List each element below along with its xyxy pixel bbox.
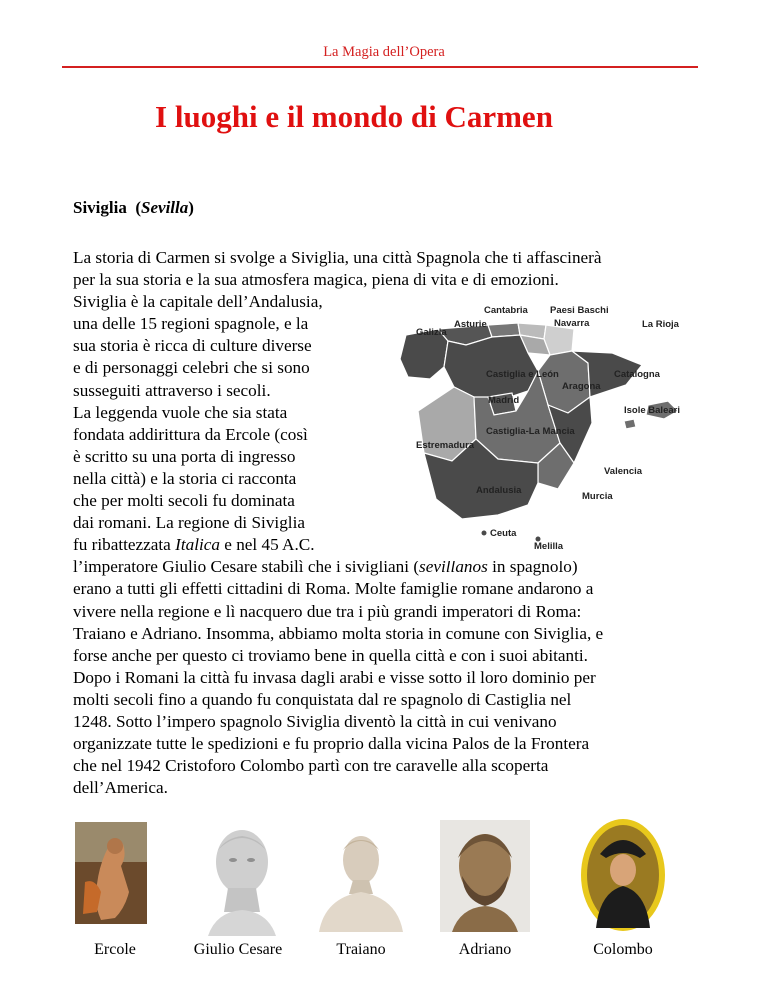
text-line: è scritto su una porta di ingresso	[73, 446, 296, 466]
text-line: susseguiti attraverso i secoli.	[73, 380, 271, 400]
label-ceuta: Ceuta	[490, 528, 517, 539]
text-line: vivere nella regione e lì nacquero due tra i più grandi imperatori di Roma:	[73, 601, 582, 621]
text-line: Traiano e Adriano. Insomma, abbiamo molta storia in comune con Siviglia, e	[73, 623, 604, 643]
section-heading: Siviglia (Sevilla)	[73, 198, 194, 217]
label-estremadura: Estremadura	[416, 440, 475, 451]
label-castiglia-leon: Castiglia e León	[486, 369, 559, 380]
text-line: 1248. Sotto l’impero spagnolo Siviglia diventò la città in cui venivano	[73, 711, 557, 731]
caption-adriano: Adriano	[458, 941, 512, 958]
traiano-bust	[317, 828, 405, 932]
label-melilla: Melilla	[534, 541, 564, 552]
header-rule	[62, 66, 698, 68]
label-andalusia: Andalusia	[476, 485, 522, 496]
sevillanos-term: sevillanos	[419, 557, 488, 577]
running-header: La Magia dell’Opera	[323, 44, 445, 60]
label-paesi-baschi: Paesi Baschi	[550, 305, 609, 316]
text-line: per la sua storia e la sua atmosfera magica, piena di vita e di emozioni.	[73, 270, 559, 290]
caption-ercole: Ercole	[94, 941, 136, 958]
text-line: nella città) e la storia ci racconta	[73, 468, 297, 488]
text-line: La leggenda vuole che sia stata	[73, 402, 288, 422]
text-line: erano a tutti gli effetti cittadini di Roma. Molte famiglie romane andarono a	[73, 579, 594, 599]
text-line: Siviglia è la capitale dell’Andalusia,	[73, 292, 323, 312]
label-aragona: Aragona	[562, 381, 601, 392]
text-line: che per molti secoli fu dominata	[73, 491, 295, 511]
section-name-es: Sevilla	[141, 198, 189, 217]
label-navarra: Navarra	[554, 318, 590, 329]
ceuta-dot	[482, 531, 487, 536]
caption-giulio-cesare: Giulio Cesare	[193, 941, 283, 958]
text-line: dell’America.	[73, 778, 168, 798]
caption-traiano: Traiano	[336, 941, 386, 958]
label-catalogna: Catalogna	[614, 369, 660, 380]
label-la-rioja: La Rioja	[642, 319, 679, 330]
label-asturie: Asturie	[454, 319, 487, 330]
page-title: I luoghi e il mondo di Carmen	[155, 99, 553, 134]
label-cantabria: Cantabria	[484, 305, 528, 316]
text-line: dai romani. La regione di Siviglia	[73, 513, 305, 533]
giulio-cesare-bust	[198, 820, 282, 936]
colombo-portrait	[580, 818, 666, 932]
section-name: Siviglia	[73, 198, 127, 217]
label-isole-baleari: Isole Baleari	[624, 405, 680, 416]
ercole-portrait	[75, 822, 147, 924]
text-line: La storia di Carmen si svolge a Siviglia, una città Spagnola che ti affascinerà	[73, 248, 602, 267]
text-fragment: e nel 45 A.C.	[219, 535, 315, 555]
italica-term: Italica	[175, 535, 220, 555]
label-valencia: Valencia	[604, 466, 643, 477]
spain-regions-map	[378, 293, 708, 561]
text-line: organizzate tutte le spedizioni e fu proprio dalla vicina Palos de la Frontera	[73, 734, 590, 754]
text-fragment: l’imperatore Giulio Cesare stabilì che i sivigliani (	[73, 557, 420, 577]
text-line: una delle 15 regioni spagnole, e la	[73, 314, 309, 334]
text-line: che nel 1942 Cristoforo Colombo partì con tre caravelle alla scoperta	[73, 756, 549, 776]
caption-colombo: Colombo	[593, 941, 653, 958]
text-line: forse anche per questo ci troviamo bene in quella città e con i suoi abitanti.	[73, 645, 588, 665]
text-line: sua storia è ricca di culture diverse	[73, 336, 312, 356]
label-castiglia-mancia: Castiglia-La Mancia	[486, 426, 575, 437]
adriano-bust	[440, 820, 530, 932]
text-line: Dopo i Romani la città fu invasa dagli arabi e visse sotto il loro dominio per	[73, 667, 596, 687]
region-isole-baleari-minor	[624, 419, 636, 429]
label-murcia: Murcia	[582, 491, 613, 502]
text-line: molti secoli fino a quando fu conquistata dal re spagnolo di Castiglia nel	[73, 689, 572, 709]
text-line: fondata addirittura da Ercole (così	[73, 424, 308, 444]
label-madrid: Madrid	[488, 395, 520, 406]
text-fragment: in spagnolo)	[487, 557, 578, 577]
text-line: e di personaggi celebri che si sono	[73, 358, 310, 378]
label-galizia: Galizia	[416, 327, 447, 338]
text-fragment: fu ribattezzata	[73, 535, 176, 555]
